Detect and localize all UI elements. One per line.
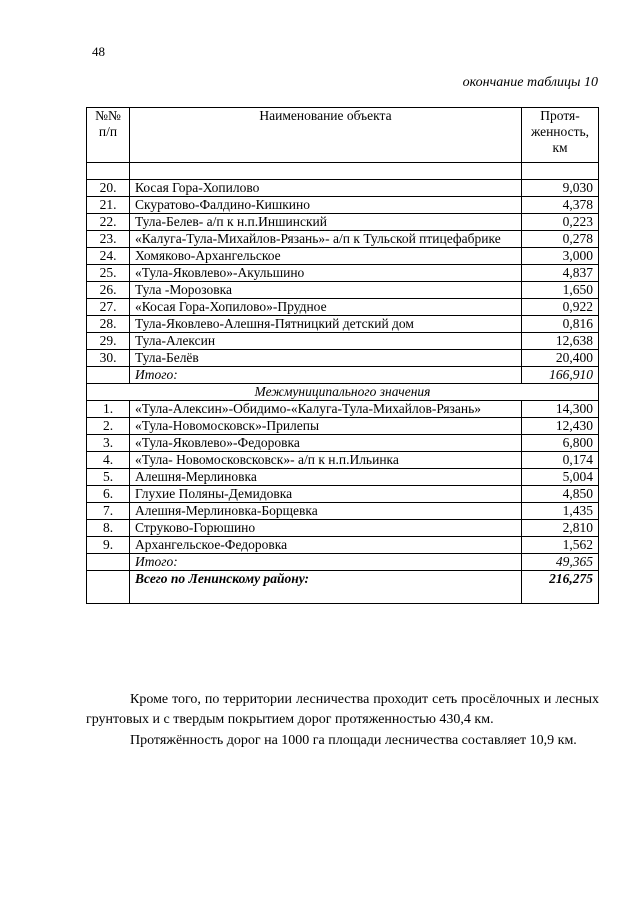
- table-row: [87, 418, 599, 435]
- row-name: Тула-Алексин: [130, 333, 522, 350]
- row-length: 0,223: [522, 214, 599, 231]
- subtotal-row-2-empty: [87, 554, 130, 571]
- grand-total-row: [87, 571, 599, 604]
- row-length: 4,837: [522, 265, 599, 282]
- paragraph-1-text: Кроме того, по территории лесничества проходит сеть просёлочных и лесных грунтовых и с твердым покрытием дорог протяженностью 430,4 км.: [86, 692, 599, 727]
- row-name: «Тула- Новомосковсковск»- а/п к н.п.Ильинка: [130, 452, 522, 469]
- row-number: 26.: [87, 282, 130, 299]
- row-number: 28.: [87, 316, 130, 333]
- row-length: 5,004: [522, 469, 599, 486]
- header-name: Наименование объекта: [130, 108, 522, 163]
- section-title-row: [87, 384, 599, 401]
- row-number: 30.: [87, 350, 130, 367]
- subtotal-row-1-empty: [87, 367, 130, 384]
- row-name: «Тула-Алексин»-Обидимо-«Калуга-Тула-Михайлов-Рязань»: [130, 401, 522, 418]
- row-number: 8.: [87, 520, 130, 537]
- row-number: 6.: [87, 486, 130, 503]
- row-length: 4,378: [522, 197, 599, 214]
- spacer-row: [87, 163, 599, 180]
- row-name: «Тула-Яковлево»-Федоровка: [130, 435, 522, 452]
- row-number: 24.: [87, 248, 130, 265]
- row-name: «Калуга-Тула-Михайлов-Рязань»- а/п к Тульской птицефабрике: [130, 231, 522, 248]
- row-name: Тула-Яковлево-Алешня-Пятницкий детский дом: [130, 316, 522, 333]
- row-name: «Косая Гора-Хопилово»-Прудное: [130, 299, 522, 316]
- table-row: [87, 520, 599, 537]
- table-row: [87, 299, 599, 316]
- row-number: 20.: [87, 180, 130, 197]
- row-length: 20,400: [522, 350, 599, 367]
- subtotal-row-1-label: Итого:: [130, 367, 522, 384]
- section-title: Межмуниципального значения: [87, 384, 599, 401]
- row-number: 2.: [87, 418, 130, 435]
- table-row: [87, 452, 599, 469]
- table-row: [87, 503, 599, 520]
- row-number: 1.: [87, 401, 130, 418]
- grand-total-row-empty: [87, 571, 130, 604]
- table-row: [87, 469, 599, 486]
- row-number: 27.: [87, 299, 130, 316]
- row-name: Архангельское-Федоровка: [130, 537, 522, 554]
- row-name: Тула-Белёв: [130, 350, 522, 367]
- row-name: «Тула-Яковлево»-Акульшино: [130, 265, 522, 282]
- row-length: 14,300: [522, 401, 599, 418]
- header-number: №№ п/п: [87, 108, 130, 163]
- table-row: [87, 435, 599, 452]
- row-name: Алешня-Мерлиновка: [130, 469, 522, 486]
- paragraph-2-text: Протяжённость дорог на 1000 га площади лесничества составляет 10,9 км.: [130, 733, 577, 748]
- row-length: 0,174: [522, 452, 599, 469]
- row-length: 0,278: [522, 231, 599, 248]
- row-length: 6,800: [522, 435, 599, 452]
- row-number: 21.: [87, 197, 130, 214]
- table-continuation-note: окончание таблицы 10: [462, 75, 598, 90]
- table-row: [87, 265, 599, 282]
- page-number: 48: [92, 44, 105, 59]
- row-number: 9.: [87, 537, 130, 554]
- table-row: [87, 197, 599, 214]
- grand-total-row-label: Всего по Ленинскому району:: [130, 571, 522, 604]
- row-length: 2,810: [522, 520, 599, 537]
- subtotal-row-2-label: Итого:: [130, 554, 522, 571]
- table-row: [87, 248, 599, 265]
- row-name: Косая Гора-Хопилово: [130, 180, 522, 197]
- row-number: 25.: [87, 265, 130, 282]
- table-row: [87, 486, 599, 503]
- row-number: 7.: [87, 503, 130, 520]
- grand-total-row-value: 216,275: [522, 571, 599, 604]
- row-name: Струково-Горюшино: [130, 520, 522, 537]
- row-length: 4,850: [522, 486, 599, 503]
- row-length: 1,435: [522, 503, 599, 520]
- row-name: «Тула-Новомосковск»-Прилепы: [130, 418, 522, 435]
- row-number: 22.: [87, 214, 130, 231]
- row-number: 23.: [87, 231, 130, 248]
- row-name: Тула-Белев- а/п к н.п.Иншинский: [130, 214, 522, 231]
- table-row: [87, 231, 599, 248]
- subtotal-row-1-value: 166,910: [522, 367, 599, 384]
- row-name: Глухие Поляны-Демидовка: [130, 486, 522, 503]
- paragraph-roads-network: [86, 690, 599, 730]
- subtotal-row-1: [87, 367, 599, 384]
- table-row: [87, 333, 599, 350]
- row-number: 5.: [87, 469, 130, 486]
- table-row: [87, 537, 599, 554]
- row-length: 0,922: [522, 299, 599, 316]
- table-row: [87, 214, 599, 231]
- row-number: 3.: [87, 435, 130, 452]
- row-length: 0,816: [522, 316, 599, 333]
- row-name: Тула -Морозовка: [130, 282, 522, 299]
- table-row: [87, 316, 599, 333]
- row-length: 1,650: [522, 282, 599, 299]
- table-row: [87, 282, 599, 299]
- table-row: [87, 401, 599, 418]
- roads-table: [86, 107, 599, 604]
- subtotal-row-2: [87, 554, 599, 571]
- row-name: Хомяково-Архангельское: [130, 248, 522, 265]
- row-name: Скуратово-Фалдино-Кишкино: [130, 197, 522, 214]
- row-length: 9,030: [522, 180, 599, 197]
- table-row: [87, 180, 599, 197]
- table-body: [87, 163, 599, 604]
- row-name: Алешня-Мерлиновка-Борщевка: [130, 503, 522, 520]
- table-row: [87, 350, 599, 367]
- header-length: Протя-женность, км: [522, 108, 599, 163]
- row-length: 12,430: [522, 418, 599, 435]
- row-number: 4.: [87, 452, 130, 469]
- paragraph-road-density: [86, 731, 599, 751]
- row-length: 12,638: [522, 333, 599, 350]
- row-length: 3,000: [522, 248, 599, 265]
- row-number: 29.: [87, 333, 130, 350]
- subtotal-row-2-value: 49,365: [522, 554, 599, 571]
- table-header-row: [87, 108, 599, 163]
- row-length: 1,562: [522, 537, 599, 554]
